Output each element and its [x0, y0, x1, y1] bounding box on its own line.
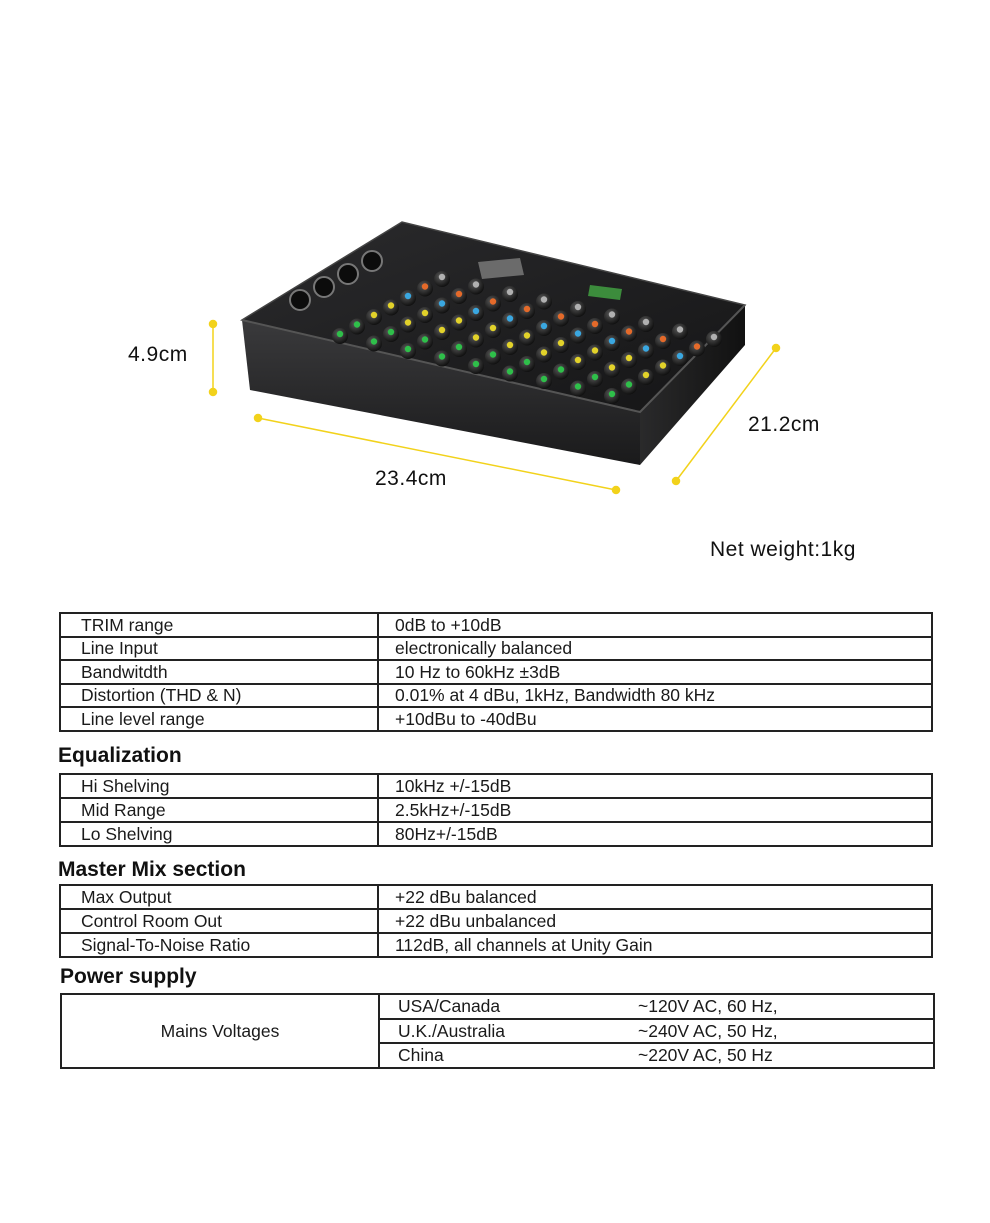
mixer-knob-cap — [507, 368, 513, 374]
mixer-knob-cap — [592, 374, 598, 380]
equalization-table — [59, 773, 933, 847]
mixer-knob-cap — [507, 342, 513, 348]
mixer-knob-cap — [711, 334, 717, 340]
table-row — [60, 885, 932, 909]
mixer-knob-cap — [575, 304, 581, 310]
spec-value: 10kHz +/-15dB — [378, 774, 932, 798]
mixer-knob-cap — [337, 331, 343, 337]
mixer-knob-cap — [626, 328, 632, 334]
mixer-knob-cap — [524, 332, 530, 338]
power-supply-title: Power supply — [60, 965, 197, 988]
spec-label: Distortion (THD & N) — [60, 684, 378, 708]
mixer-knob-cap — [388, 329, 394, 335]
xlr-jack — [338, 264, 358, 284]
xlr-jack — [314, 277, 334, 297]
mixer-knob-cap — [473, 308, 479, 314]
mixer-knob-cap — [473, 334, 479, 340]
mixer-knob-cap — [626, 381, 632, 387]
region-name: USA/Canada — [398, 996, 501, 1017]
mixer-knob-cap — [558, 313, 564, 319]
mixer-knob-cap — [507, 315, 513, 321]
mixer-knob-cap — [694, 343, 700, 349]
master-mix-table — [59, 884, 933, 958]
table-row — [60, 707, 932, 731]
mixer-image — [0, 0, 990, 600]
mixer-knob-cap — [643, 319, 649, 325]
mixer-knob-cap — [371, 338, 377, 344]
spec-value: 0.01% at 4 dBu, 1kHz, Bandwidth 80 kHz — [378, 684, 932, 708]
mixer-knob-cap — [456, 291, 462, 297]
product-illustration — [0, 0, 990, 600]
region-voltage: ~240V AC, 50 Hz, — [638, 1020, 778, 1041]
mixer-knob-cap — [626, 355, 632, 361]
mixer-knob-cap — [371, 312, 377, 318]
mixer-knob-cap — [422, 283, 428, 289]
mixer-knob-cap — [677, 326, 683, 332]
spec-value: 112dB, all channels at Unity Gain — [378, 933, 932, 957]
spec-value: electronically balanced — [378, 637, 932, 661]
mixer-knob-cap — [575, 357, 581, 363]
table-row — [60, 660, 932, 684]
spec-label: Mid Range — [60, 798, 378, 822]
spec-value: 0dB to +10dB — [378, 613, 932, 637]
mixer-knob-cap — [541, 296, 547, 302]
mixer-knob-cap — [609, 311, 615, 317]
mixer-knob-cap — [405, 346, 411, 352]
power-supply-table — [60, 993, 935, 1069]
mixer-knob-cap — [439, 353, 445, 359]
mixer-knob-cap — [575, 330, 581, 336]
spec-value: +22 dBu balanced — [378, 885, 932, 909]
table-row — [60, 909, 932, 933]
spec-label: Control Room Out — [60, 909, 378, 933]
mixer-knob-cap — [490, 351, 496, 357]
table-row — [60, 822, 932, 846]
table-row — [60, 798, 932, 822]
spec-value: +22 dBu unbalanced — [378, 909, 932, 933]
mixer-knob-cap — [422, 310, 428, 316]
mixer-knob-cap — [405, 293, 411, 299]
power-row — [379, 1019, 934, 1044]
net-weight: Net weight:1kg — [710, 538, 856, 561]
spec-label: Line level range — [60, 707, 378, 731]
depth-dimension: 21.2cm — [748, 413, 820, 436]
spec-label: Max Output — [60, 885, 378, 909]
mixer-knob-cap — [609, 391, 615, 397]
mixer-knob-cap — [354, 321, 360, 327]
spec-label: Line Input — [60, 637, 378, 661]
spec-value: 2.5kHz+/-15dB — [378, 798, 932, 822]
mixer-knob-cap — [558, 340, 564, 346]
mixer-knob-cap — [490, 298, 496, 304]
region-name: U.K./Australia — [398, 1020, 505, 1041]
table-row — [60, 774, 932, 798]
table-row — [60, 684, 932, 708]
mixer-knob-cap — [643, 345, 649, 351]
power-row — [379, 1043, 934, 1068]
mixer-knob-cap — [490, 325, 496, 331]
mixer-knob-cap — [609, 338, 615, 344]
region-voltage: ~220V AC, 50 Hz — [638, 1045, 773, 1066]
mixer-knob-cap — [541, 376, 547, 382]
region-name: China — [398, 1045, 444, 1066]
mixer-knob-cap — [456, 317, 462, 323]
mixer-knob-cap — [592, 347, 598, 353]
table-row — [60, 637, 932, 661]
table-row — [60, 613, 932, 637]
mixer-knob-cap — [677, 353, 683, 359]
mixer-knob-cap — [643, 372, 649, 378]
spec-value: +10dBu to -40dBu — [378, 707, 932, 731]
mains-voltages-label: Mains Voltages — [61, 994, 379, 1068]
mixer-knob-cap — [422, 336, 428, 342]
xlr-jack — [290, 290, 310, 310]
mixer-knob-cap — [541, 349, 547, 355]
table-row — [60, 933, 932, 957]
mixer-knob-cap — [456, 344, 462, 350]
spec-value: 10 Hz to 60kHz ±3dB — [378, 660, 932, 684]
equalization-title: Equalization — [58, 744, 182, 767]
mixer-knob-cap — [388, 302, 394, 308]
mixer-knob-cap — [592, 321, 598, 327]
mixer-knob-cap — [558, 366, 564, 372]
mixer-knob-cap — [609, 364, 615, 370]
master-mix-title: Master Mix section — [58, 858, 246, 881]
mixer-knob-cap — [524, 359, 530, 365]
general-spec-table — [59, 612, 933, 732]
mixer-knob-cap — [575, 383, 581, 389]
mixer-knob-cap — [439, 327, 445, 333]
mixer-knob-cap — [405, 319, 411, 325]
spec-label: Lo Shelving — [60, 822, 378, 846]
spec-label: TRIM range — [60, 613, 378, 637]
mixer-knob-cap — [524, 306, 530, 312]
mixer-knob-cap — [439, 274, 445, 280]
mixer-knob-cap — [660, 362, 666, 368]
mixer-knob-cap — [660, 336, 666, 342]
spec-value: 80Hz+/-15dB — [378, 822, 932, 846]
spec-label: Hi Shelving — [60, 774, 378, 798]
width-dimension: 23.4cm — [375, 467, 447, 490]
table-row — [61, 994, 934, 1019]
mixer-knob-cap — [507, 289, 513, 295]
power-row — [379, 994, 934, 1019]
spec-label: Bandwitdth — [60, 660, 378, 684]
mixer-knob-cap — [473, 281, 479, 287]
spec-label: Signal-To-Noise Ratio — [60, 933, 378, 957]
xlr-jack — [362, 251, 382, 271]
mixer-knob-cap — [473, 361, 479, 367]
mixer-knob-cap — [439, 300, 445, 306]
height-dimension: 4.9cm — [128, 343, 188, 366]
mixer-knob-cap — [541, 323, 547, 329]
region-voltage: ~120V AC, 60 Hz, — [638, 996, 778, 1017]
